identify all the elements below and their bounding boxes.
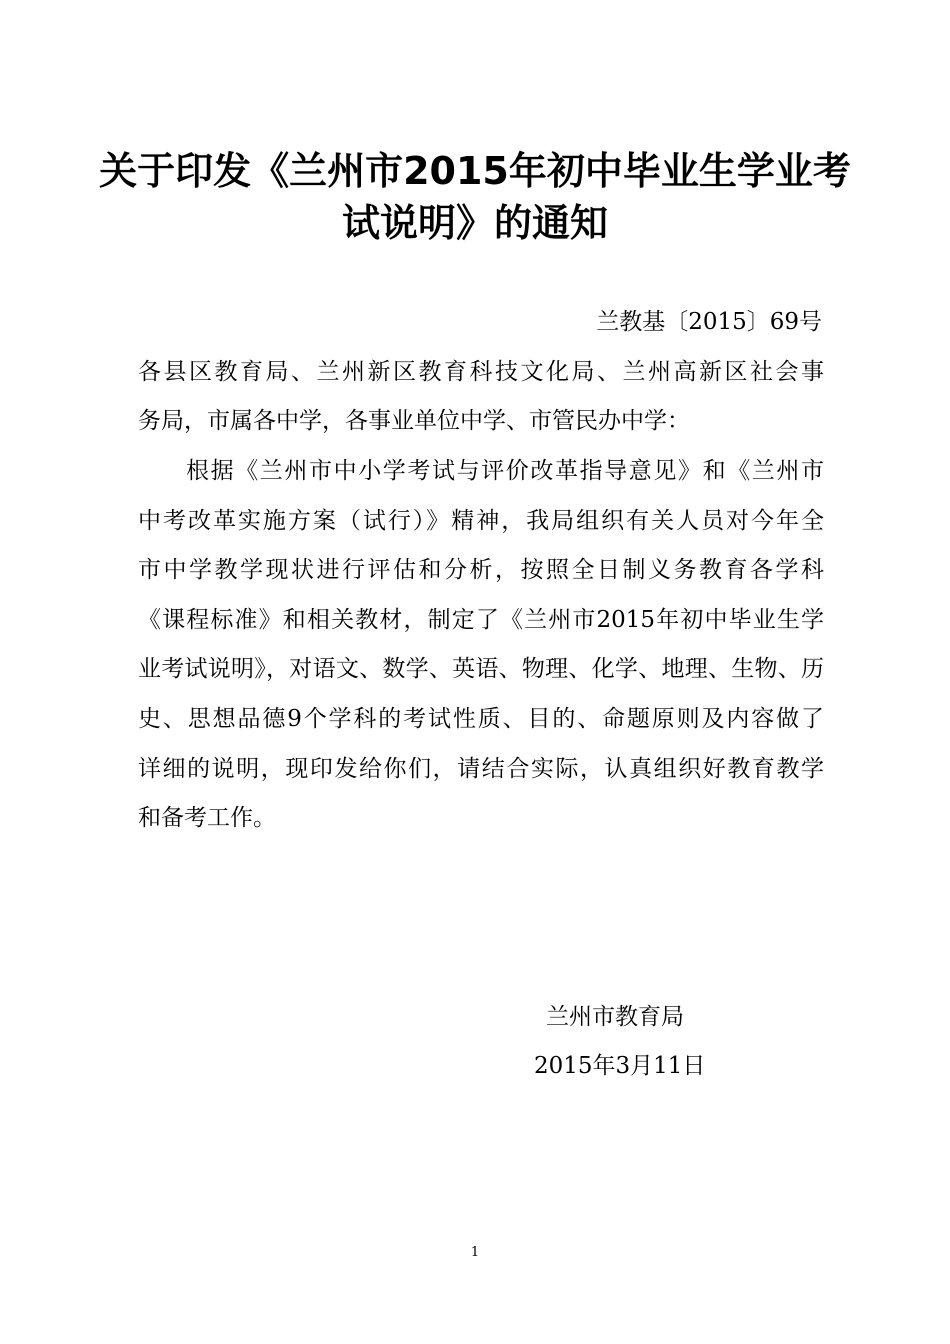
body-line-3: 市中学教学现状进行评估和分析，按照全日制义务教育各学科	[138, 557, 824, 583]
document-title-line-2: 试说明》的通知	[341, 201, 608, 245]
body-line-7: 详细的说明，现印发给你们，请结合实际，认真组织好教育教学	[138, 756, 824, 782]
page-number: 1	[470, 1245, 480, 1260]
body-line-8: 和备考工作。	[138, 805, 276, 831]
body-line-1: 根据《兰州市中小学考试与评价改革指导意见》和《兰州市	[186, 458, 824, 484]
signature-organization: 兰州市教育局	[546, 1004, 684, 1030]
body-line-4: 《课程标准》和相关教材，制定了《兰州市2015年初中毕业生学	[138, 607, 824, 633]
salutation-line-2: 务局，市属各中学，各事业单位中学、市管民办中学：	[138, 408, 690, 434]
body-line-2: 中考改革实施方案（试行）》精神，我局组织有关人员对今年全	[138, 508, 824, 534]
signature-date: 2015年3月11日	[534, 1053, 706, 1079]
document-number: 兰教基〔2015〕69号	[596, 309, 822, 335]
salutation-line-1: 各县区教育局、兰州新区教育科技文化局、兰州高新区社会事	[138, 359, 824, 385]
body-line-6: 史、思想品德9个学科的考试性质、目的、命题原则及内容做了	[138, 706, 824, 732]
document-title-line-1: 关于印发《兰州市2015年初中毕业生学业考	[99, 149, 851, 193]
body-line-5: 业考试说明》，对语文、数学、英语、物理、化学、地理、生物、历	[138, 656, 824, 682]
